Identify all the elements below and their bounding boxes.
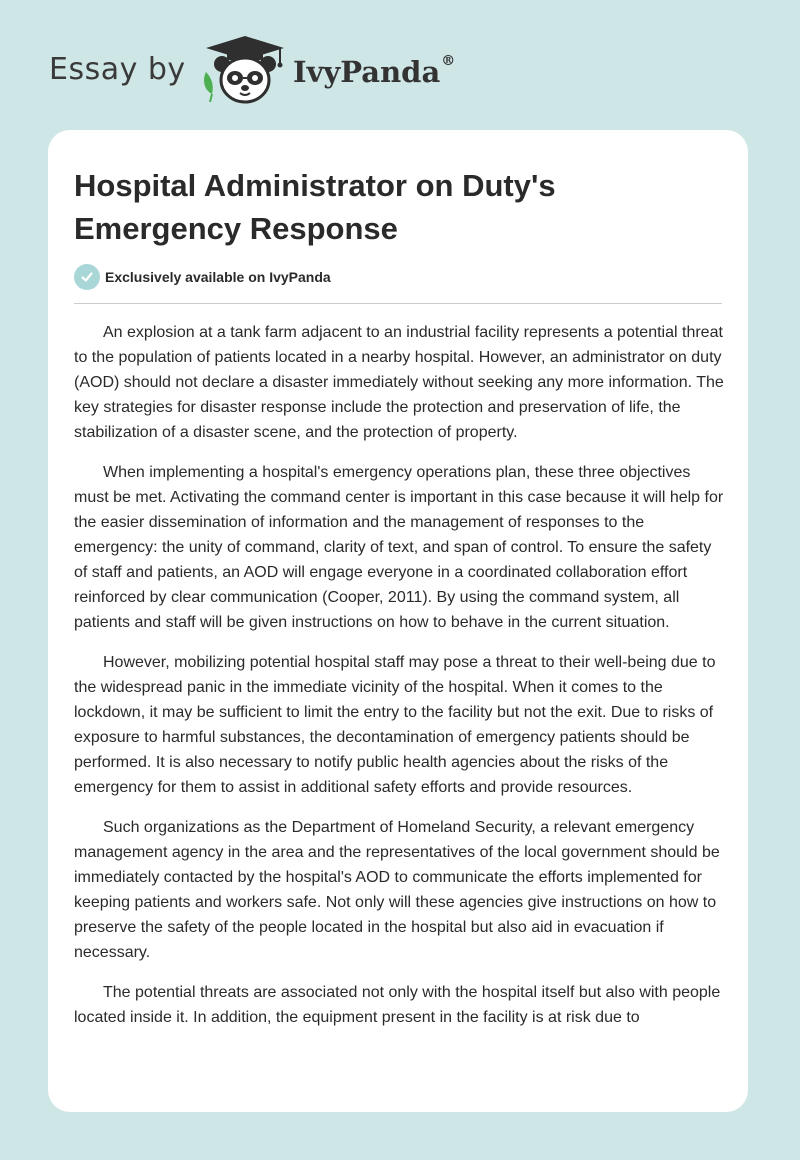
essay-card (48, 130, 748, 1112)
registered-mark: ® (441, 53, 456, 69)
panda-graduate-icon[interactable] (200, 34, 290, 108)
divider (74, 303, 722, 304)
paragraph: Such organizations as the Department of Homeland Security, a relevant emergency management agency in the area and the representatives of the local government should be immediately contacted by the hospital's AOD to communicate the efforts implemented for keeping patients and workers safe. Not only will these agencies give instructions on how to preserve the safety of the people located in the hospital but also aid in evacuation if necessary. (74, 819, 720, 961)
badge-label: Exclusively available on IvyPanda (105, 269, 331, 285)
essay-by-label: Essay by (49, 52, 186, 87)
checkmark-icon (74, 264, 100, 290)
brand-text: IvyPanda (293, 55, 441, 89)
brand-name[interactable] (293, 55, 455, 89)
paragraph: The potential threats are associated not only with the hospital itself but also with people located inside it. In addition, the equipment present in the facility is at risk due to (74, 984, 721, 1026)
paragraph: However, mobilizing potential hospital staff may pose a threat to their well-being due to the widespread panic in the immediate vicinity of the hospital. When it comes to the lockdown, it may be sufficient to limit the entry to the facility but not the exit. Due to risks of exposure to harmful substances, the decontamination of emergency patients should be performed. It is also necessary to notify public health agencies about the risks of the emergency for them to assist in additional safety efforts and provide resources. (74, 654, 716, 796)
essay-body (74, 320, 726, 1045)
paragraph: When implementing a hospital's emergency operations plan, these three objectives must be met. Activating the command center is important in this case because it will help for the easier dissemination of information and the management of responses to the emergency: the unity of command, clarity of text, and span of control. To ensure the safety of staff and patients, an AOD will engage everyone in a coordinated collaboration effort reinforced by clear communication (Cooper, 2011). By using the command system, all patients and staff will be given instructions on how to behave in the current situation. (74, 464, 724, 631)
page-title: Hospital Administrator on Duty's Emergency Response (74, 168, 556, 246)
site-header (0, 0, 800, 130)
exclusive-badge (74, 264, 331, 290)
paragraph: An explosion at a tank farm adjacent to an industrial facility represents a potential threat to the population of patients located in a nearby hospital. However, an administrator on duty (AOD) should not declare a disaster immediately without seeking any more information. The key strategies for disaster response include the protection and preservation of life, the stabilization of a disaster scene, and the protection of property. (74, 324, 724, 441)
